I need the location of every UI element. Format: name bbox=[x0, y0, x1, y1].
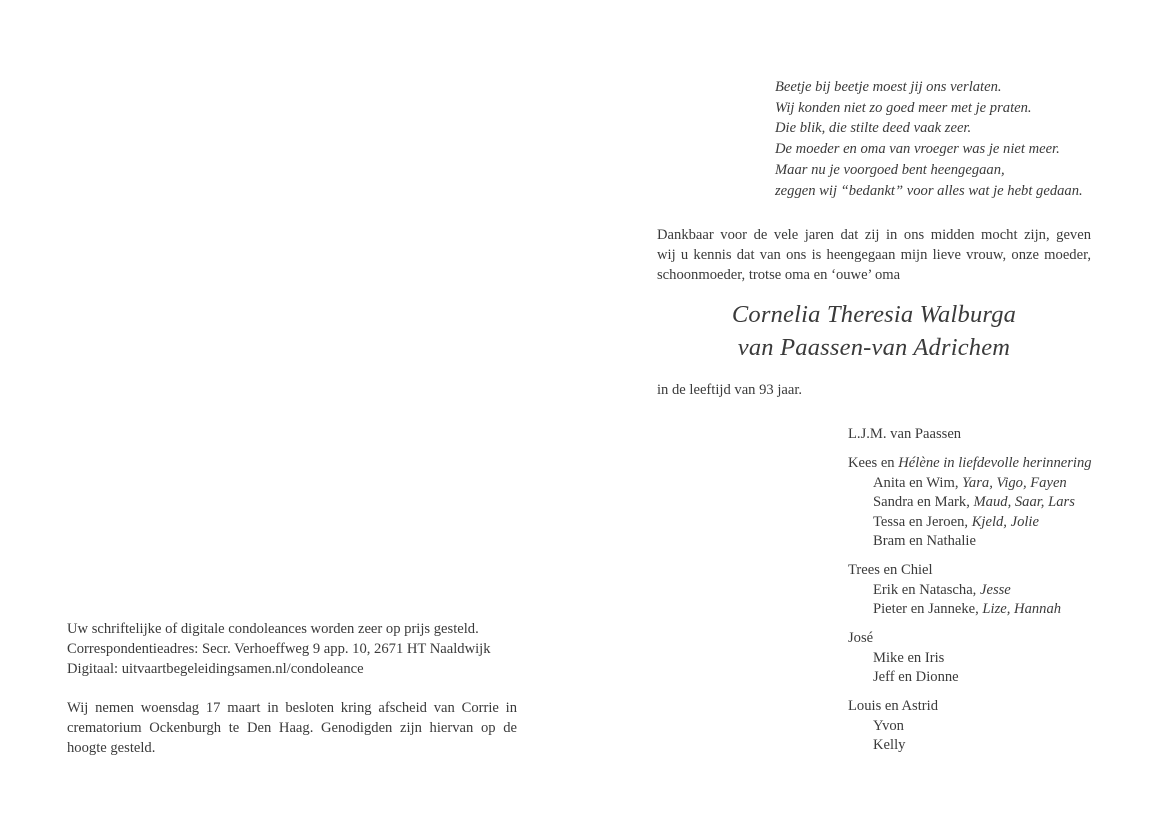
family-member-children: Yara, Vigo, Fayen bbox=[962, 474, 1067, 491]
family-group bbox=[848, 561, 1108, 620]
family-list bbox=[848, 425, 1108, 765]
intro-line: Dankbaar voor de vele jaren dat zij in ons midden mocht zijn, geven bbox=[657, 227, 1091, 243]
family-member bbox=[848, 736, 1108, 756]
family-member bbox=[848, 600, 1108, 620]
poem-line: Beetje bij beetje moest jij ons verlaten. bbox=[775, 79, 1002, 95]
family-member-names: Mike en Iris bbox=[873, 649, 945, 666]
family-member-names: Jeff en Dionne bbox=[873, 669, 959, 685]
family-group-head bbox=[848, 697, 1108, 717]
spouse-name: L.J.M. van Paassen bbox=[848, 426, 962, 442]
digital-condolence-link: Digitaal: uitvaartbegeleidingsamen.nl/condoleance bbox=[67, 660, 364, 677]
poem-line: Die blik, die stilte deed vaak zeer. bbox=[775, 120, 972, 137]
family-member-names: Erik en Natascha, bbox=[873, 581, 977, 598]
family-member bbox=[848, 532, 1108, 552]
family-member bbox=[848, 649, 1108, 669]
poem-line: Wij konden niet zo goed meer met je praten. bbox=[775, 99, 1032, 116]
announcement-intro bbox=[657, 226, 1091, 286]
family-member-children: Maud, Saar, Lars bbox=[973, 494, 1075, 510]
family-group bbox=[848, 629, 1108, 688]
poem-line: zeggen wij “bedankt” voor alles wat je hebt gedaan. bbox=[775, 182, 1083, 199]
family-group-head bbox=[848, 561, 1108, 581]
family-group bbox=[848, 697, 1108, 756]
family-member-names: Sandra en Mark, bbox=[873, 494, 970, 510]
family-member-names: Yvon bbox=[873, 717, 904, 734]
deceased-name-line-2: van Paassen-van Adrichem bbox=[737, 334, 1011, 361]
family-group-head-note: Hélène in liefdevolle herinnering bbox=[898, 455, 1092, 471]
family-group-head-name: José bbox=[848, 630, 874, 646]
poem-line: Maar nu je voorgoed bent heengegaan, bbox=[775, 161, 1005, 178]
family-group-head-name: Louis en Astrid bbox=[848, 698, 938, 714]
family-group-head bbox=[848, 454, 1108, 474]
deceased-name-line-1: Cornelia Theresia Walburga bbox=[731, 301, 1017, 328]
intro-line: wij u kennis dat van ons is heengegaan mijn lieve vrouw, onze moeder, bbox=[657, 246, 1091, 263]
family-member-children: Jesse bbox=[979, 581, 1011, 598]
family-group-head-name: Kees en bbox=[848, 455, 895, 471]
age-text: in de leeftijd van 93 jaar. bbox=[657, 382, 803, 398]
family-member-names: Bram en Nathalie bbox=[873, 533, 976, 549]
farewell-text: Wij nemen woensdag 17 maart in besloten kring afscheid van Corrie in crematorium Ockenburgh te Den Haag. Genodigden zijn hiervan op de hoogte gesteld. bbox=[67, 699, 517, 756]
family-group bbox=[848, 454, 1108, 552]
family-member bbox=[848, 581, 1108, 601]
family-member-names: Tessa en Jeroen, bbox=[873, 513, 969, 530]
family-member-names: Kelly bbox=[873, 737, 906, 753]
family-member bbox=[848, 668, 1108, 688]
intro-line: schoonmoeder, trotse oma en ‘ouwe’ oma bbox=[657, 266, 901, 283]
family-group-head bbox=[848, 629, 1108, 649]
deceased-name bbox=[657, 298, 1091, 364]
family-member-children: Kjeld, Jolie bbox=[971, 513, 1039, 530]
condolences-line-1: Uw schriftelijke of digitale condoleances worden zeer op prijs gesteld. bbox=[67, 621, 479, 637]
family-member-names: Anita en Wim, bbox=[873, 474, 959, 491]
correspondence-address: Correspondentieadres: Secr. Verhoeffweg 9 app. 10, 2671 HT Naaldwijk bbox=[67, 640, 491, 657]
family-group-head-name: Trees en Chiel bbox=[848, 562, 933, 578]
family-member bbox=[848, 513, 1108, 533]
family-member-children: Lize, Hannah bbox=[982, 601, 1062, 617]
poem bbox=[775, 77, 1115, 201]
poem-line: De moeder en oma van vroeger was je niet meer. bbox=[775, 141, 1060, 158]
family-spouse bbox=[848, 425, 1108, 445]
family-member-names: Pieter en Janneke, bbox=[873, 601, 979, 617]
family-member bbox=[848, 717, 1108, 737]
left-page-info bbox=[67, 620, 517, 758]
family-member bbox=[848, 474, 1108, 494]
family-member bbox=[848, 493, 1108, 513]
family-groups bbox=[848, 454, 1108, 756]
